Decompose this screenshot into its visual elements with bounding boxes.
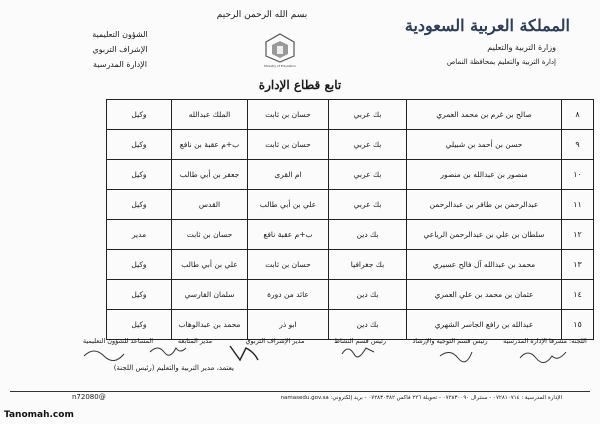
table-row (107, 130, 594, 160)
table-row (107, 280, 594, 310)
assigned-school: جعفر بن أبي طالب (172, 160, 248, 190)
table-row (107, 250, 594, 280)
current-school: ابو ذر (248, 310, 329, 340)
assigned-school: القدس (172, 190, 248, 220)
employee-name: حسن بن أحمد بن شبيلي (407, 130, 562, 160)
current-school: حسان بن ثابت (248, 130, 329, 160)
row-number: ١٠ (562, 160, 594, 190)
specialization: بك دين (329, 280, 407, 310)
table-row (107, 160, 594, 190)
assigned-school: سلمان الفارسي (172, 280, 248, 310)
current-school: عائد من دورة (248, 280, 329, 310)
specialization: بك عربي (329, 190, 407, 220)
specialization: بك عربي (329, 100, 407, 130)
employee-name: صالح بن غرم بن محمد العمري (407, 100, 562, 130)
signature-label-followup: مدير المتابعة (177, 337, 213, 345)
kingdom-title: المملكة العربية السعودية (404, 16, 570, 35)
current-school: ام القرى (248, 160, 329, 190)
role: وكيل (107, 160, 172, 190)
site-watermark: Tanomah.com (4, 410, 74, 420)
specialization: بك عربي (329, 160, 407, 190)
table-row (107, 310, 594, 340)
row-number: ١١ (562, 190, 594, 220)
row-number: ١٥ (562, 310, 594, 340)
specialization: بك دين (329, 220, 407, 250)
signature-label-supervisors: اللجنة: مشرفا الإدارة المدرسية (503, 337, 587, 345)
employee-name: منصور بن عبدالله بن منصور (407, 160, 562, 190)
role: وكيل (107, 250, 172, 280)
left-header-line-3: الإدارة المدرسية (93, 60, 147, 69)
footer-contact: الإدارة المدرسية : ٠٧٢٨١٠٧١٤ - سنترال ٠٧٢٨٣٠٠٩٠ - تحويلة ٢٢٦ فاكس ٠٧٢٨٣٠٣٨٢ - بريد إلكتروني: namasedu.gov.sa (280, 395, 562, 401)
footer-email: n72080@ (72, 393, 106, 401)
employee-name: عثمان بن محمد بن علي العمري (407, 280, 562, 310)
current-school: حسان بن ثابت (248, 100, 329, 130)
assigned-school: ب+م عقبة بن نافع (172, 130, 248, 160)
approval-line: يعتمد، مدير التربية والتعليم (رئيس اللجنة) (113, 364, 234, 372)
current-school: حسان بن ثابت (248, 250, 329, 280)
assigned-school: حسان بن ثابت (172, 220, 248, 250)
employee-name: محمد بن عبدالله آل فالح عسيري (407, 250, 562, 280)
role: وكيل (107, 100, 172, 130)
role: وكيل (107, 130, 172, 160)
table-row (107, 190, 594, 220)
ministry-name: وزارة التربية والتعليم (487, 43, 556, 52)
signature-label-guidance: رئيس قسم التوجيه والإرشاد (412, 337, 488, 345)
row-number: ١٢ (562, 220, 594, 250)
specialization: بك عربي (329, 130, 407, 160)
role: وكيل (107, 190, 172, 220)
page-title: تابع قطاع الإدارة (258, 78, 342, 92)
logo-caption: Ministry of Education (264, 64, 296, 68)
employee-name: عبدالله بن رافع الجاسر الشهري (407, 310, 562, 340)
specialization: بك جغرافيا (329, 250, 407, 280)
table-row (107, 220, 594, 250)
assigned-school: محمد بن عبدالوهاب (172, 310, 248, 340)
employee-name: عبدالرحمن بن طافر بن عبدالرحمن (407, 190, 562, 220)
ministry-subtitle: إدارة التربية والتعليم بمحافظة النماص (446, 58, 556, 66)
signature-label-activity: رئيس قسم النشاط (333, 337, 387, 345)
staff-table (106, 99, 594, 340)
table-row (107, 100, 594, 130)
row-number: ١٣ (562, 250, 594, 280)
current-school: علي بن أبي طالب (248, 190, 329, 220)
footer-divider (10, 391, 590, 392)
role: وكيل (107, 310, 172, 340)
row-number: ٩ (562, 130, 594, 160)
row-number: ١٤ (562, 280, 594, 310)
role: مدير (107, 220, 172, 250)
role: وكيل (107, 280, 172, 310)
specialization: بك دين (329, 310, 407, 340)
ministry-logo-icon (258, 32, 302, 68)
row-number: ٨ (562, 100, 594, 130)
left-header-line-2: الإشراف التربوي (92, 45, 148, 54)
employee-name: سلطان بن علي بن عبدالرحمن الرياعي (407, 220, 562, 250)
basmala: بسم الله الرحمن الرحيم (216, 10, 308, 20)
assigned-school: الملك عبدالله (172, 100, 248, 130)
signature-label-supervision: مدير الإشراف التربوي (245, 337, 305, 345)
signature-label-assistant: المساعد للشؤون التعليمية (82, 337, 154, 345)
assigned-school: علي بن أبي طالب (172, 250, 248, 280)
current-school: ب+م عقبة نافع (248, 220, 329, 250)
left-header-line-1: الشؤون التعليمية (92, 30, 148, 39)
